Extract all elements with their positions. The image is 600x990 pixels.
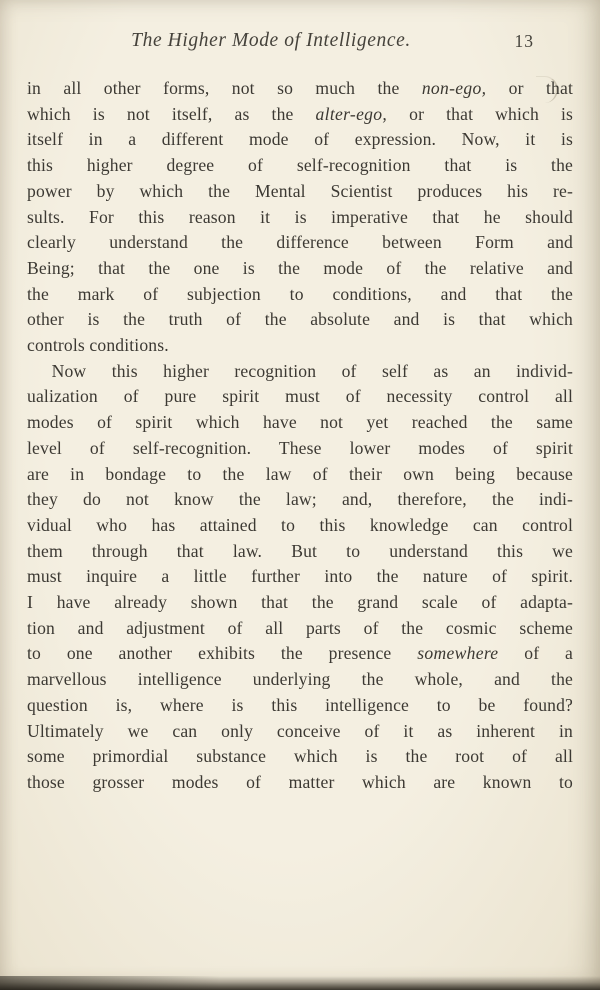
text-line: in all other forms, not so much the non-ego, or that [27,78,573,98]
text-line: Ultimately we can only conceive of it as inherent in [27,720,573,741]
running-head [60,30,552,60]
text-line: sults. For this reason it is imperative that he should [27,206,573,227]
text-line: question is, where is this intelligence to be found? [27,694,573,715]
text-line: tion and adjustment of all parts of the cosmic scheme [27,617,573,638]
text-line: modes of spirit which have not yet reached the same [27,412,573,433]
text-line: some primordial substance which is the root of all [27,746,573,767]
text-line: Being; that the one is the mode of the relative and [27,257,573,278]
page-title: The Higher Mode of Intelligence. [131,30,411,51]
text-line: they do not know the law; and, therefore, the indi- [27,489,573,510]
body-text [27,76,573,796]
text-line: must inquire a little further into the nature of spirit. [27,566,573,587]
text-line: level of self-recognition. These lower modes of spirit [27,437,573,458]
text-line: controls conditions. [27,335,169,356]
text-line: marvellous intelligence underlying the whole, and the [27,669,573,690]
text-line: I have already shown that the grand scale of adapta- [27,592,573,613]
page-number: 13 [514,31,534,51]
text-line: ualization of pure spirit must of necessity control all [27,386,573,407]
scan-edge-shadow [0,976,600,990]
text-line: power by which the Mental Scientist produces his re- [27,180,573,201]
text-line: other is the truth of the absolute and is that which [27,309,573,330]
text-line: clearly understand the difference between Form and [27,232,573,253]
text-line: those grosser modes of matter which are known to [27,771,573,792]
text-line: which is not itself, as the alter-ego, or that which is [27,103,573,124]
text-line: vidual who has attained to this knowledge can control [27,514,573,535]
text-line: to one another exhibits the presence somewhere of a [27,643,573,664]
text-line: itself in a different mode of expression. Now, it is [27,129,573,150]
text-line: Now this higher recognition of self as an individ- [51,360,573,381]
text-line: are in bondage to the law of their own being because [27,463,573,484]
text-line: them through that law. But to understand this we [27,540,573,561]
text-line: this higher degree of self-recognition that is the [27,155,573,176]
text-line: the mark of subjection to conditions, and that the [27,283,573,304]
